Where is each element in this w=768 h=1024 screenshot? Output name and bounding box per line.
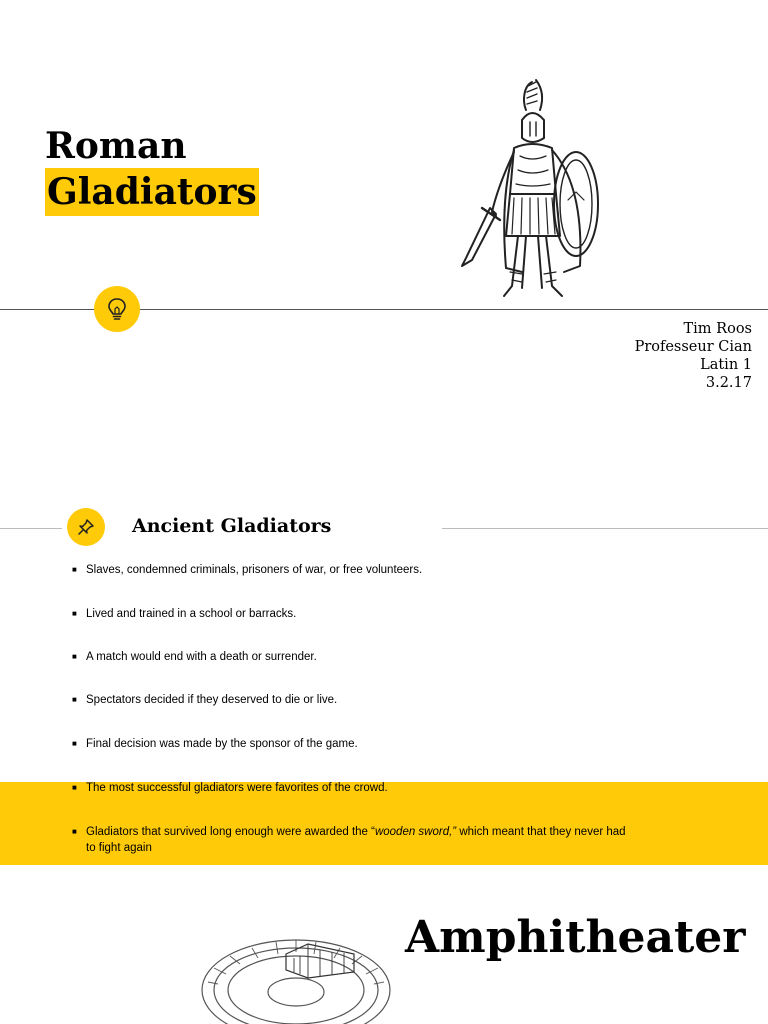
bullet-marker: ■: [72, 739, 77, 748]
title-roman: Roman: [45, 125, 187, 167]
course-name: Latin 1: [700, 357, 752, 373]
bullet-text-before: Gladiators that survived long enough were awarded the “: [86, 826, 375, 838]
presentation-date: 3.2.17: [705, 375, 752, 391]
teacher-name: Professeur Cian: [634, 339, 752, 355]
bullet-marker: ■: [72, 827, 77, 836]
heading-rule-right: [442, 528, 768, 529]
heading-rule-left: [0, 528, 62, 529]
bullet-marker: ■: [72, 565, 77, 574]
bullet-marker: ■: [72, 783, 77, 792]
bullet-text-after: which meant that they never had to fight again: [86, 826, 626, 854]
list-item: [72, 736, 692, 752]
author-block: [635, 320, 752, 392]
amphitheater-illustration: [196, 920, 396, 1024]
bullet-text: Final decision was made by the sponsor of the game.: [86, 738, 358, 750]
bullet-text: Spectators decided if they deserved to die or live.: [86, 694, 338, 706]
list-item: [72, 606, 692, 622]
list-item: [72, 780, 692, 796]
list-item: [72, 692, 692, 708]
section-heading: Ancient Gladiators: [132, 515, 332, 537]
list-item: [72, 824, 632, 856]
bullet-marker: ■: [72, 695, 77, 704]
amphitheater-heading: Amphitheater: [405, 912, 746, 963]
bullet-text: [86, 824, 632, 856]
pushpin-icon: [67, 508, 105, 546]
bullet-marker: ■: [72, 609, 77, 618]
author-name: Tim Roos: [683, 321, 752, 337]
lightbulb-icon: [94, 286, 140, 332]
bullet-text-emphasis: wooden sword,”: [374, 826, 457, 838]
bullet-marker: ■: [72, 652, 77, 661]
list-item: [72, 562, 692, 578]
bullet-text: The most successful gladiators were favorites of the crowd.: [86, 782, 388, 794]
list-item: [72, 649, 692, 665]
bullet-text: Lived and trained in a school or barracks.: [86, 608, 297, 620]
bullet-text: A match would end with a death or surrender.: [86, 651, 317, 663]
title-gladiators: Gladiators: [45, 168, 259, 216]
bullet-text: Slaves, condemned criminals, prisoners of war, or free volunteers.: [86, 564, 423, 576]
gladiator-illustration: [452, 76, 612, 310]
